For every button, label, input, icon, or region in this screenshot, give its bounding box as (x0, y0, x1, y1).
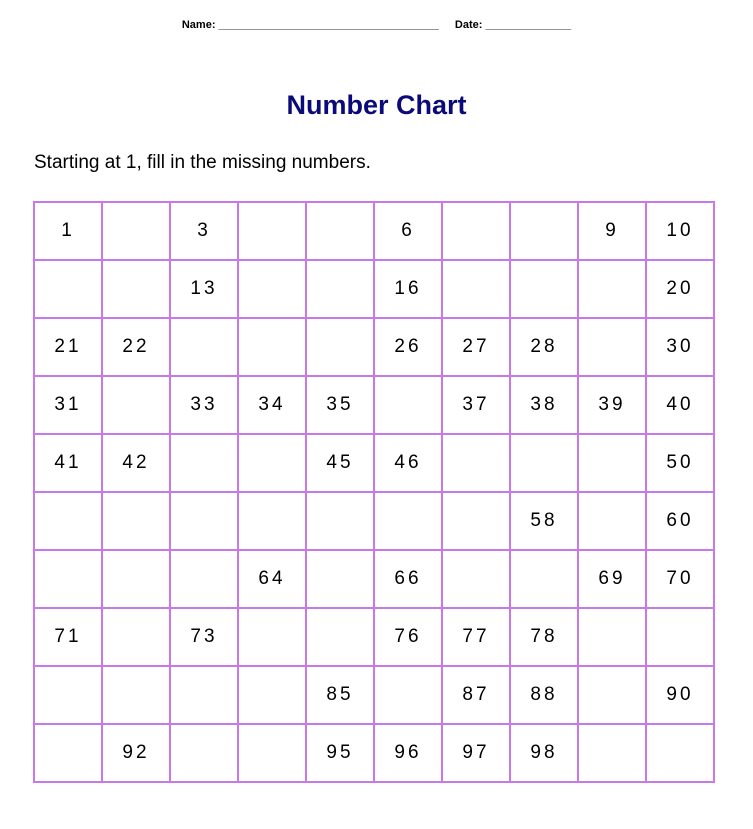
grid-cell (102, 666, 170, 724)
grid-cell (306, 608, 374, 666)
instructions-text: Starting at 1, fill in the missing numbers. (34, 152, 371, 173)
grid-cell: 6 (374, 202, 442, 260)
grid-cell: 9 (578, 202, 646, 260)
grid-cell: 70 (646, 550, 714, 608)
grid-cell (170, 666, 238, 724)
grid-cell: 77 (442, 608, 510, 666)
grid-cell (34, 666, 102, 724)
grid-cell (238, 434, 306, 492)
number-chart-grid (33, 201, 715, 783)
grid-row (34, 492, 714, 550)
grid-cell: 76 (374, 608, 442, 666)
grid-cell: 71 (34, 608, 102, 666)
grid-row (34, 376, 714, 434)
grid-cell: 41 (34, 434, 102, 492)
grid-cell: 50 (646, 434, 714, 492)
grid-cell: 92 (102, 724, 170, 782)
grid-cell (238, 608, 306, 666)
grid-cell: 39 (578, 376, 646, 434)
grid-cell (510, 434, 578, 492)
grid-cell (102, 202, 170, 260)
grid-cell (646, 608, 714, 666)
grid-cell (578, 492, 646, 550)
grid-cell: 87 (442, 666, 510, 724)
grid-cell: 3 (170, 202, 238, 260)
grid-cell (306, 318, 374, 376)
grid-cell (442, 434, 510, 492)
grid-cell (238, 202, 306, 260)
grid-cell (578, 260, 646, 318)
grid-cell (306, 550, 374, 608)
grid-cell (374, 492, 442, 550)
grid-cell: 97 (442, 724, 510, 782)
grid-cell (578, 724, 646, 782)
grid-cell (102, 492, 170, 550)
grid-cell (578, 666, 646, 724)
grid-cell (34, 724, 102, 782)
grid-cell: 90 (646, 666, 714, 724)
grid-cell: 96 (374, 724, 442, 782)
grid-cell: 78 (510, 608, 578, 666)
grid-cell (442, 492, 510, 550)
grid-row (34, 434, 714, 492)
worksheet-header (0, 19, 753, 31)
grid-cell: 40 (646, 376, 714, 434)
grid-cell: 33 (170, 376, 238, 434)
grid-row (34, 318, 714, 376)
grid-cell: 13 (170, 260, 238, 318)
grid-cell (238, 318, 306, 376)
grid-cell (374, 666, 442, 724)
grid-cell: 1 (34, 202, 102, 260)
grid-cell (578, 434, 646, 492)
grid-cell: 37 (442, 376, 510, 434)
grid-cell (102, 260, 170, 318)
grid-cell (102, 376, 170, 434)
grid-cell (578, 318, 646, 376)
page-title: Number Chart (286, 90, 467, 120)
grid-cell: 45 (306, 434, 374, 492)
grid-cell: 22 (102, 318, 170, 376)
grid-cell (34, 492, 102, 550)
grid-cell: 35 (306, 376, 374, 434)
grid-cell: 69 (578, 550, 646, 608)
grid-cell (170, 492, 238, 550)
grid-cell (442, 260, 510, 318)
grid-cell: 16 (374, 260, 442, 318)
date-field-label: Date: ______________ (454, 19, 572, 31)
grid-cell (374, 376, 442, 434)
grid-cell: 95 (306, 724, 374, 782)
grid-cell: 66 (374, 550, 442, 608)
grid-cell (238, 260, 306, 318)
grid-cell (646, 724, 714, 782)
grid-cell (306, 202, 374, 260)
grid-cell: 30 (646, 318, 714, 376)
grid-cell (170, 724, 238, 782)
grid-row (34, 260, 714, 318)
grid-cell: 85 (306, 666, 374, 724)
grid-cell (170, 318, 238, 376)
grid-cell: 10 (646, 202, 714, 260)
grid-cell (306, 492, 374, 550)
grid-cell (102, 608, 170, 666)
grid-cell: 34 (238, 376, 306, 434)
grid-cell (578, 608, 646, 666)
grid-cell: 58 (510, 492, 578, 550)
grid-cell: 31 (34, 376, 102, 434)
grid-cell (442, 202, 510, 260)
grid-row (34, 550, 714, 608)
grid-cell: 73 (170, 608, 238, 666)
grid-cell (34, 550, 102, 608)
grid-cell (238, 724, 306, 782)
grid-cell: 21 (34, 318, 102, 376)
grid-cell: 38 (510, 376, 578, 434)
grid-cell (238, 666, 306, 724)
grid-row (34, 608, 714, 666)
name-field-label: Name: ____________________________________ (181, 19, 439, 31)
grid-cell (442, 550, 510, 608)
grid-cell (510, 202, 578, 260)
grid-cell: 27 (442, 318, 510, 376)
grid-cell: 20 (646, 260, 714, 318)
grid-cell (170, 550, 238, 608)
grid-cell (510, 550, 578, 608)
grid-cell (306, 260, 374, 318)
grid-cell: 88 (510, 666, 578, 724)
grid-row (34, 202, 714, 260)
grid-cell (34, 260, 102, 318)
grid-cell: 98 (510, 724, 578, 782)
grid-cell: 42 (102, 434, 170, 492)
grid-cell: 28 (510, 318, 578, 376)
grid-cell: 26 (374, 318, 442, 376)
grid-row (34, 666, 714, 724)
grid-row (34, 724, 714, 782)
grid-cell: 60 (646, 492, 714, 550)
grid-cell (170, 434, 238, 492)
grid-cell (510, 260, 578, 318)
grid-cell: 46 (374, 434, 442, 492)
grid-cell (102, 550, 170, 608)
grid-cell: 64 (238, 550, 306, 608)
grid-cell (238, 492, 306, 550)
